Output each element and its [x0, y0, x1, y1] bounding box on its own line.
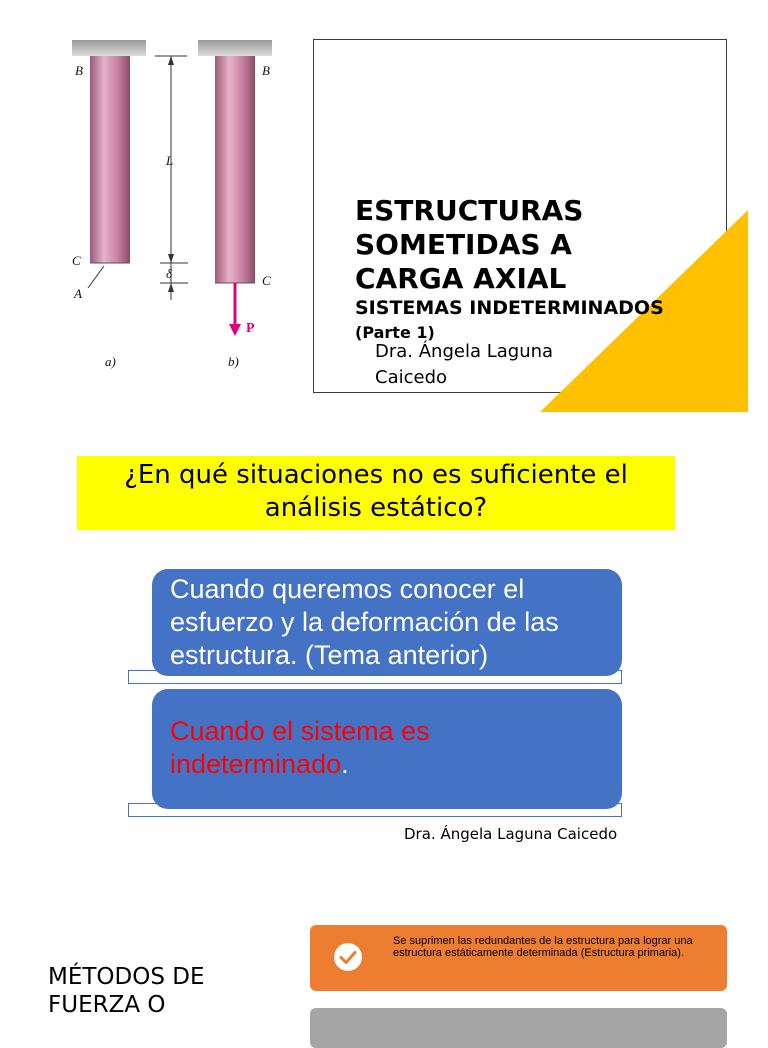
support-right: [198, 40, 272, 56]
answer-card-2-tail: .: [341, 749, 349, 779]
label-c-right: C: [262, 273, 271, 288]
label-p: P: [246, 321, 255, 336]
subtitle-part: (Parte 1): [355, 323, 435, 342]
label-c-left: C: [72, 253, 81, 268]
caption-b: b): [228, 354, 239, 369]
subtitle-text: SISTEMAS INDETERMINADOS: [355, 297, 664, 319]
pointer-a: [88, 266, 104, 288]
check-circle-icon: [333, 942, 363, 972]
support-left: [72, 40, 146, 56]
slide-subtitle: [355, 296, 715, 345]
slide-footer-author: Dra. Ángela Laguna Caicedo: [404, 825, 618, 843]
bar-right: [215, 56, 255, 283]
bar-left: [90, 56, 130, 263]
label-l: L: [166, 153, 174, 168]
title-line: ESTRUCTURAS: [355, 194, 584, 227]
answer-card-2-highlight: Cuando el sistema es indeterminado: [170, 716, 430, 779]
question-banner: ¿En qué situaciones no es suficiente el análisis estático?: [77, 456, 675, 530]
title-line: SOMETIDAS A: [355, 228, 572, 261]
step-card-1-text: Se suprimen las redundantes de la estructura para lograr una estructura estáticamente determinada (Estructura primaria).: [393, 935, 693, 959]
step-card-2: [310, 1008, 727, 1048]
author-name: Dra. Ángela Laguna Caicedo: [375, 341, 554, 388]
answer-card-1: [152, 569, 622, 676]
label-b-right: B: [262, 63, 270, 78]
caption-a: a): [105, 354, 116, 369]
axial-bar-figure: [60, 36, 310, 376]
label-b-left: B: [75, 63, 83, 78]
label-delta: δ: [166, 266, 173, 281]
slide-title: [355, 194, 685, 296]
answer-card-2: [152, 689, 622, 809]
title-line: CARGA AXIAL: [355, 262, 567, 295]
answer-card-1-text: Cuando queremos conocer el esfuerzo y la deformación de las estructura. (Tema anterior): [170, 574, 559, 670]
label-a: A: [74, 286, 82, 301]
methods-title: MÉTODOS DE FUERZA O: [48, 964, 205, 1018]
